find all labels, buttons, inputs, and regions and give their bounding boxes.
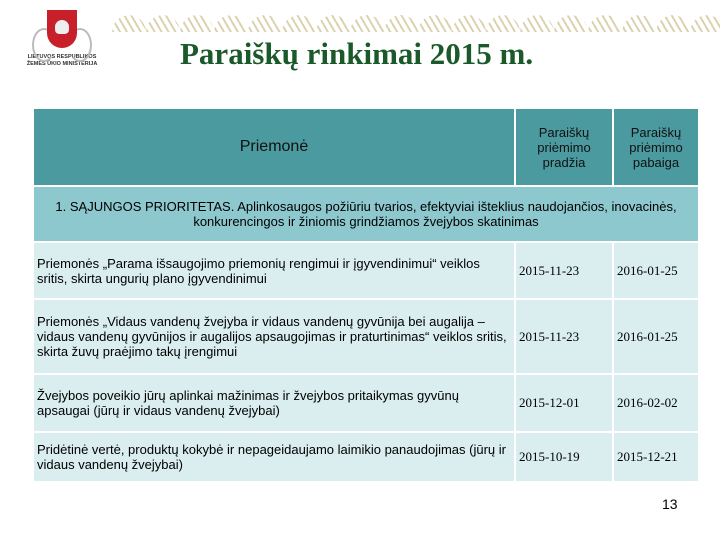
start-date: 2015-11-23: [515, 242, 613, 299]
measure-name: Žvejybos poveikio jūrų aplinkai mažinimas ir žvejybos pritaikymas gyvūnų apsaugai (jūrų ir vidaus vandenų žvejybai): [33, 374, 515, 432]
header-start: Paraiškų priėmimo pradžia: [515, 108, 613, 186]
table-row: [33, 432, 699, 482]
header-end: Paraiškų priėmimo pabaiga: [613, 108, 699, 186]
schedule-table: [32, 107, 700, 483]
end-date: 2016-01-25: [613, 299, 699, 374]
table-header-row: [33, 108, 699, 186]
ministry-logo: [22, 8, 102, 68]
end-date: 2016-01-25: [613, 242, 699, 299]
start-date: 2015-10-19: [515, 432, 613, 482]
start-date: 2015-12-01: [515, 374, 613, 432]
measure-name: Priemonės „Vidaus vandenų žvejyba ir vidaus vandenų gyvūnija bei augalija – vidaus vandenų gyvūnijos ir augalijos apsaugojimas ir praturtinimas“ veiklos sritis, skirta žuvų praėjimo takų įrengimui: [33, 299, 515, 374]
logo-line2: ŽEMĖS ŪKIO MINISTERIJA: [26, 61, 98, 67]
decorative-ornament: [112, 10, 720, 32]
table-row: [33, 374, 699, 432]
slide-title: Paraiškų rinkimai 2015 m.: [180, 36, 534, 71]
header-measure: Priemonė: [33, 108, 515, 186]
coat-of-arms-icon: [47, 10, 77, 48]
measure-name: Pridėtinė vertė, produktų kokybė ir nepageidaujamo laimikio panaudojimas (jūrų ir vidaus vandenų žvejybai): [33, 432, 515, 482]
page-number: 13: [662, 496, 678, 512]
priority-row: [33, 186, 699, 242]
logo-line1: LIETUVOS RESPUBLIKOS: [27, 54, 97, 60]
measure-name: Priemonės „Parama išsaugojimo priemonių rengimui ir įgyvendinimui“ veiklos sritis, skirta ungurių plano įgyvendinimui: [33, 242, 515, 299]
end-date: 2015-12-21: [613, 432, 699, 482]
start-date: 2015-11-23: [515, 299, 613, 374]
table-row: [33, 299, 699, 374]
end-date: 2016-02-02: [613, 374, 699, 432]
priority-text: 1. SĄJUNGOS PRIORITETAS. Aplinkosaugos požiūriu tvarios, efektyviai išteklius naudojančios, inovacinės, konkurencingos ir žiniomis grindžiamos žvejybos skatinimas: [33, 186, 699, 242]
table-row: [33, 242, 699, 299]
